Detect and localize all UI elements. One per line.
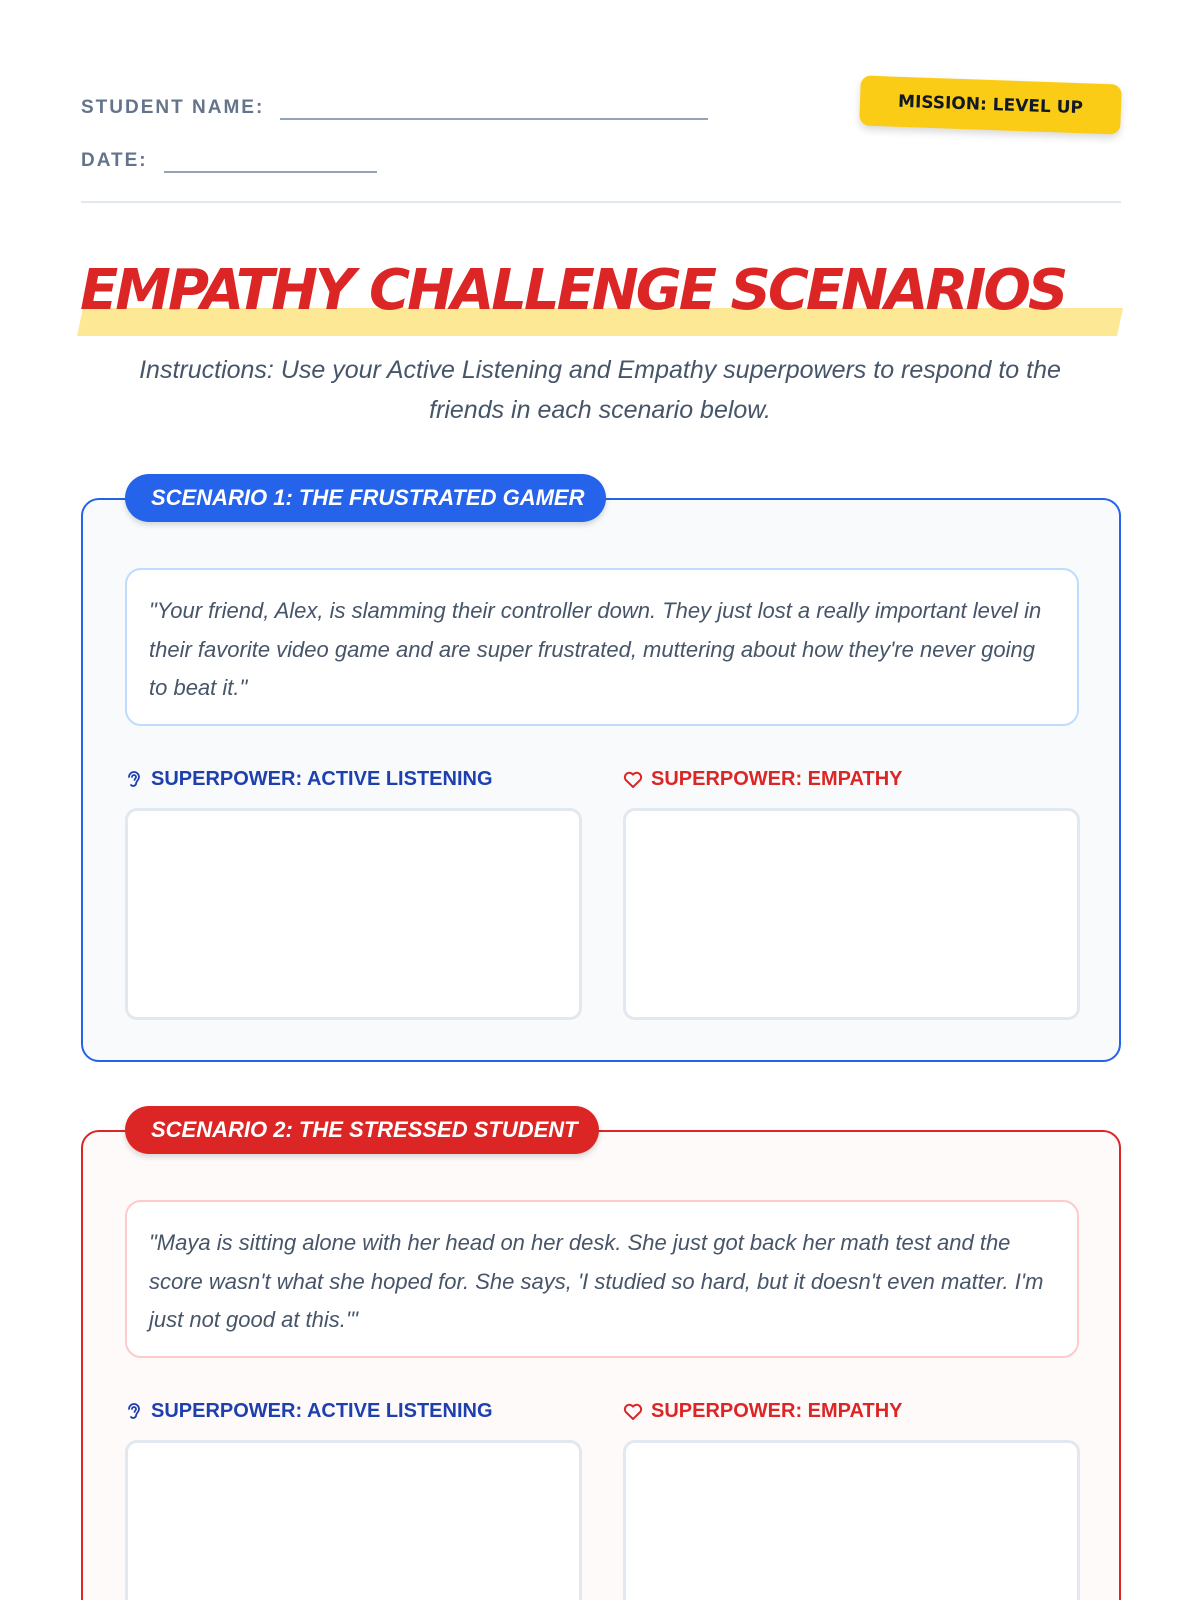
instructions-text: Instructions: Use your Active Listening and Empathy superpowers to respond to the friends in each scenario below. [139,356,1061,424]
scenario-2-quote: "Maya is sitting alone with her head on her desk. She just got back her math test and the score wasn't what she hoped for. She says, 'I studied so hard, but it doesn't even matter. I'm just not good at this.'" [125,1200,1079,1358]
scenario-1-listening-answer-box[interactable] [125,808,582,1020]
ear-icon [125,1402,143,1422]
scenario-2-empathy-answer-box[interactable] [623,1440,1080,1600]
student-name-label: STUDENT NAME: [81,97,265,118]
scenario-2-empathy-label [623,1400,903,1423]
page-title: EMPATHY CHALLENGE SCENARIOS [80,258,1066,323]
scenario-1-empathy-label [623,768,903,791]
listening-label-text: SUPERPOWER: ACTIVE LISTENING [151,1400,493,1422]
date-label: DATE: [81,150,148,171]
mission-badge: MISSION: LEVEL UP [859,75,1122,134]
scenario-card-2 [81,1117,1121,1600]
scenario-1-empathy-answer-box[interactable] [623,808,1080,1020]
scenario-2-heading: SCENARIO 2: THE STRESSED STUDENT [125,1106,599,1154]
header-divider [81,201,1121,203]
heart-icon [623,771,643,789]
ear-icon [125,770,143,790]
heart-icon [623,1403,643,1421]
date-row [81,131,1120,173]
student-name-field[interactable] [280,96,708,120]
scenario-2-listening-answer-box[interactable] [125,1440,582,1600]
scenario-1-quote: "Your friend, Alex, is slamming their controller down. They just lost a really important level in their favorite video game and are super frustrated, muttering about how they're never going to beat it." [125,568,1079,726]
listening-label-text: SUPERPOWER: ACTIVE LISTENING [151,768,493,790]
scenario-1-listening-label [125,768,493,791]
empathy-label-text: SUPERPOWER: EMPATHY [651,1400,903,1422]
empathy-label-text: SUPERPOWER: EMPATHY [651,768,903,790]
scenario-1-heading: SCENARIO 1: THE FRUSTRATED GAMER [125,474,606,522]
date-field[interactable] [164,149,377,173]
scenario-2-listening-label [125,1400,493,1423]
scenario-card-1 [81,485,1121,1062]
